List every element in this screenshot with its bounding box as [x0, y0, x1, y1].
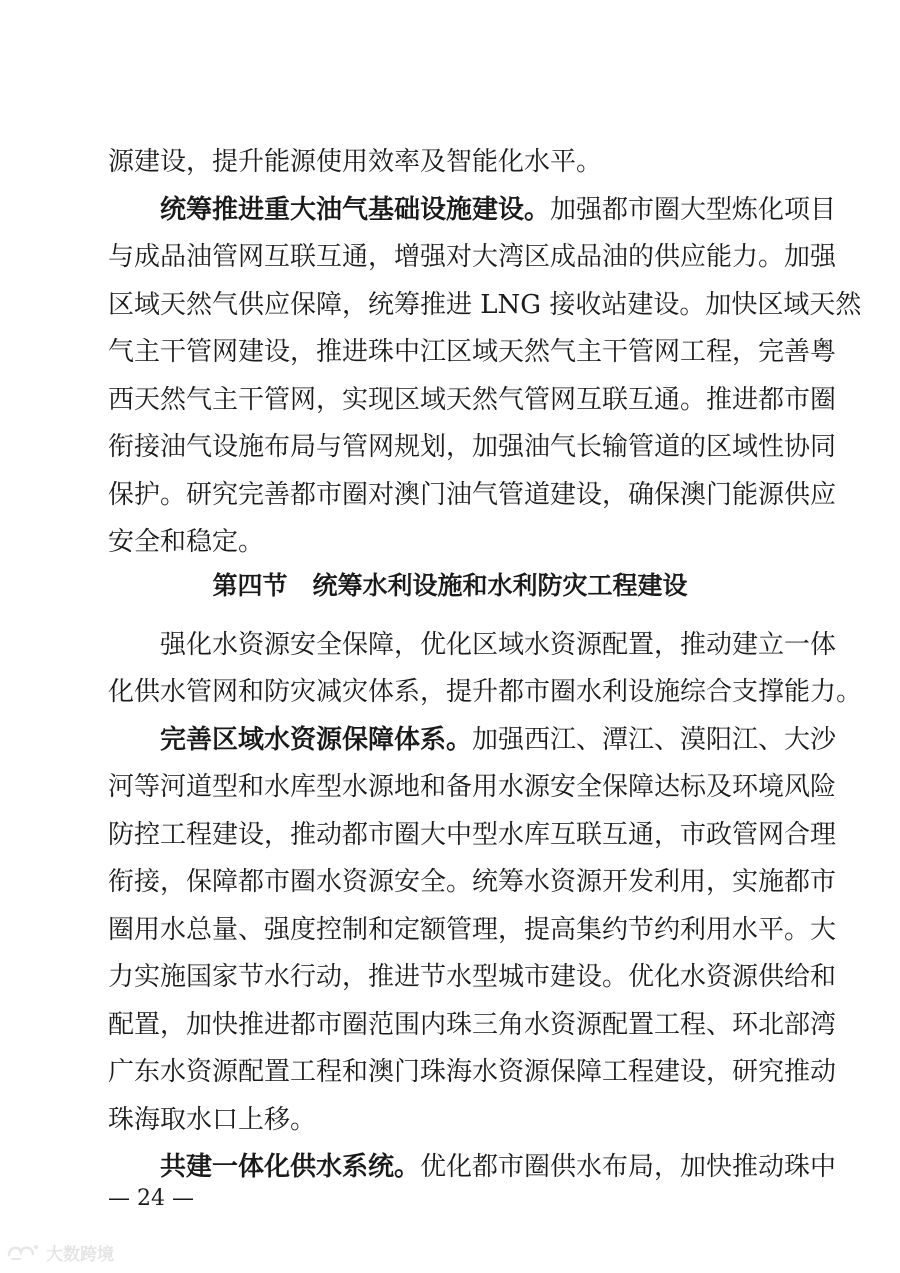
page-number: — 24 — [108, 1186, 194, 1211]
paragraph-line: 西天然气主干管网，实现区域天然气管网互联互通。推进都市圈 [108, 385, 837, 415]
watermark [6, 1238, 114, 1266]
paragraph-line: 河等河道型和水库型水源地和备用水源安全保障达标及环境风险 [108, 772, 837, 802]
paragraph-line: 强化水资源安全保障，优化区域水资源配置，推动建立一体 [160, 630, 837, 660]
line-text: 优化都市圈供水布局，加快推动珠中 [420, 1152, 837, 1182]
paragraph-line: 区域天然气供应保障，统筹推进 LNG 接收站建设。加快区域天然 [108, 290, 862, 320]
bold-lead: 共建一体化供水系统。 [160, 1152, 421, 1182]
paragraph-line [160, 1147, 837, 1187]
paragraph-line: 广东水资源配置工程和澳门珠海水资源保障工程建设，研究推动 [108, 1057, 837, 1087]
paragraph-line [160, 720, 837, 760]
line-text: 加强都市圈大型炼化项目 [550, 195, 837, 225]
bold-lead: 完善区域水资源保障体系。 [160, 725, 473, 755]
paragraph-line: 珠海取水口上移。 [108, 1105, 317, 1135]
line-text: 加强西江、潭江、漠阳江、大沙 [472, 725, 837, 755]
paragraph-line: 源建设，提升能源使用效率及智能化水平。 [108, 147, 603, 177]
paragraph-line [160, 190, 837, 230]
paragraph-line: 力实施国家节水行动，推进节水型城市建设。优化水资源供给和 [108, 962, 837, 992]
paragraph-line: 衔接油气设施布局与管网规划，加强油气长输管道的区域性协同 [108, 432, 837, 462]
watermark-text: 大数跨境 [46, 1244, 114, 1265]
paragraph-line: 圈用水总量、强度控制和定额管理，提高集约节约利用水平。大 [108, 915, 837, 945]
paragraph-line: 保护。研究完善都市圈对澳门油气管道建设，确保澳门能源供应 [108, 480, 837, 510]
section-heading: 第四节 统筹水利设施和水利防灾工程建设 [212, 571, 688, 600]
paragraph-line: 气主干管网建设，推进珠中江区域天然气主干管网工程，完善粤 [108, 337, 837, 367]
paragraph-line: 与成品油管网互联互通，增强对大湾区成品油的供应能力。加强 [108, 242, 837, 272]
paragraph-line: 化供水管网和防灾减灾体系，提升都市圈水利设施综合支撑能力。 [108, 677, 863, 707]
paragraph-line: 防控工程建设，推动都市圈大中型水库互联互通，市政管网合理 [108, 820, 837, 850]
paragraph-line: 安全和稳定。 [108, 527, 265, 557]
paragraph-line: 衔接，保障都市圈水资源安全。统筹水资源开发利用，实施都市 [108, 867, 837, 897]
bold-lead: 统筹推进重大油气基础设施建设。 [160, 195, 551, 225]
watermark-logo-icon [6, 1241, 40, 1263]
paragraph-line: 配置，加快推进都市圈范围内珠三角水资源配置工程、环北部湾 [108, 1010, 837, 1040]
